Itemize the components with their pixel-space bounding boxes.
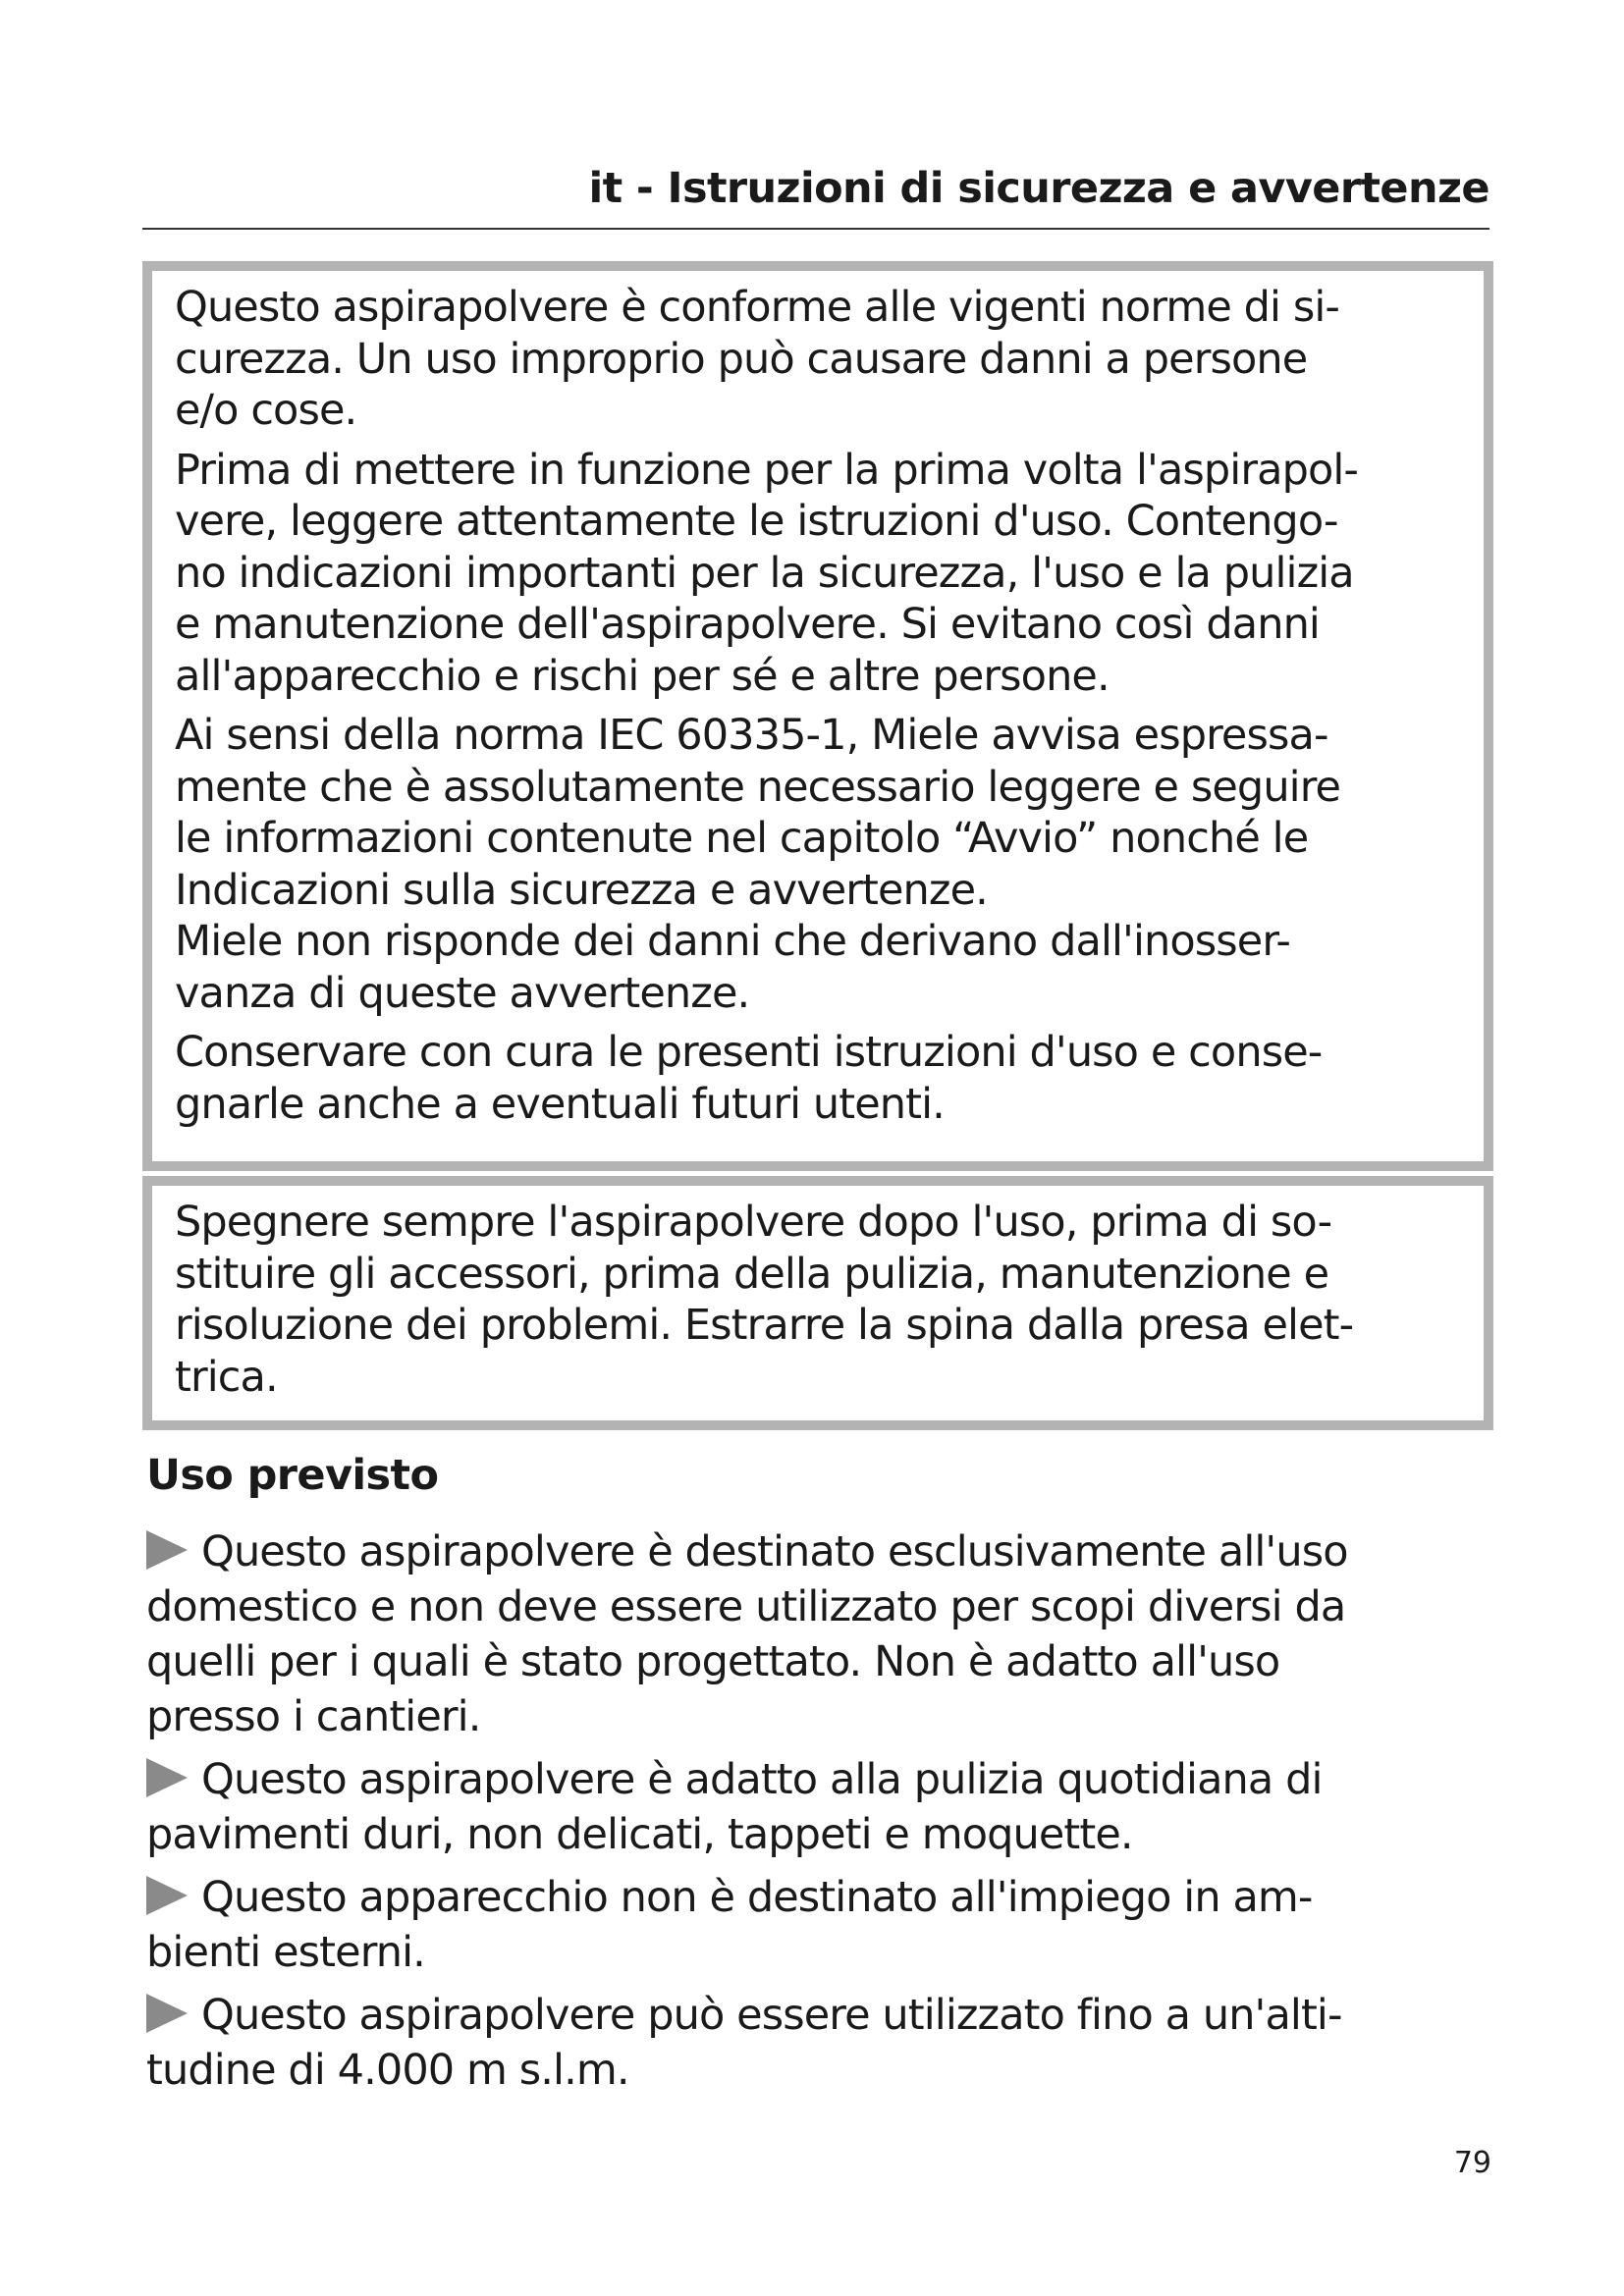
text-line: risoluzione dei problemi. Estrarre la spina dalla presa elet- [175,1301,1354,1350]
text-line: domestico e non deve essere utilizzato per scopi diversi da [146,1582,1346,1631]
text-line: Questo aspirapolvere è conforme alle vigenti norme di si- [175,283,1340,332]
text-line: e manutenzione dell'aspirapolvere. Si evitano così danni [175,600,1320,649]
text-line: Spegnere sempre l'aspirapolvere dopo l'uso, prima di so- [175,1198,1332,1247]
warning-paragraph [175,445,1484,703]
text-line [146,1524,1493,1579]
text-line: Prima di mettere in funzione per la prima volta l'aspirapol- [175,445,1359,495]
page-number: 79 [1453,2146,1491,2180]
text-line: gnarle anche a eventuali futuri utenti. [175,1079,945,1129]
text-line: e/o cose. [175,386,357,435]
triangle-right-icon [146,1530,188,1570]
text-line: Indicazioni sulla sicurezza e avvertenze. [175,865,988,915]
intended-use-heading: Uso previsto [146,1451,439,1500]
text-line: trica. [175,1352,278,1402]
list-item [146,1988,1493,2098]
text-line: presso i cantieri. [146,1692,481,1741]
text-line-content: Questo aspirapolvere è adatto alla pulizia quotidiana di [201,1755,1323,1804]
page-header [142,157,1489,230]
triangle-right-icon [146,1994,188,2033]
text-line: tudine di 4.000 m s.l.m. [146,2046,629,2095]
text-line: Ai sensi della norma IEC 60335-1, Miele avvisa espressa- [175,711,1328,760]
text-line: vere, leggere attentamente le istruzioni d'uso. Contengo- [175,497,1338,546]
triangle-right-icon [146,1876,188,1915]
text-line: pavimenti duri, non delicati, tappeti e moquette. [146,1810,1133,1859]
list-item [146,1870,1493,1980]
text-line [146,1988,1493,2043]
intended-use-list [146,1524,1493,2106]
warning-paragraph [175,1027,1484,1130]
warning-paragraph [175,282,1484,437]
text-line: mente che è assolutamente necessario leggere e seguire [175,762,1341,812]
power-off-warning-box [142,1176,1493,1430]
page-header-title: it - Istruzioni di sicurezza e avvertenze [588,164,1489,213]
text-line: bienti esterni. [146,1928,425,1977]
text-line: Miele non risponde dei danni che derivano dall'inosser- [175,917,1290,966]
text-line [146,1752,1493,1807]
text-line: le informazioni contenute nel capitolo “Avvio” nonché le [175,814,1309,863]
text-line-content: Questo aspirapolvere è destinato esclusivamente all'uso [201,1527,1348,1576]
text-line: all'apparecchio e rischi per sé e altre persone. [175,651,1110,701]
text-line: no indicazioni importanti per la sicurezza, l'uso e la pulizia [175,548,1354,598]
text-line: Conservare con cura le presenti istruzioni d'uso e conse- [175,1028,1323,1077]
text-line: stituire gli accessori, prima della pulizia, manutenzione e [175,1249,1329,1299]
list-item [146,1752,1493,1862]
text-line-content: Questo aspirapolvere può essere utilizzato fino a un'alti- [201,1991,1342,2040]
warning-paragraph [175,1197,1484,1403]
text-line: quelli per i quali è stato progettato. Non è adatto all'uso [146,1637,1280,1686]
warning-paragraph [175,710,1484,1019]
list-item [146,1524,1493,1744]
text-line [146,1870,1493,1925]
text-line: vanza di queste avvertenze. [175,968,750,1018]
triangle-right-icon [146,1758,188,1797]
text-line: curezza. Un uso improprio può causare danni a persone [175,334,1308,384]
text-line-content: Questo apparecchio non è destinato all'impiego in am- [201,1873,1313,1922]
safety-warning-box [142,261,1493,1171]
